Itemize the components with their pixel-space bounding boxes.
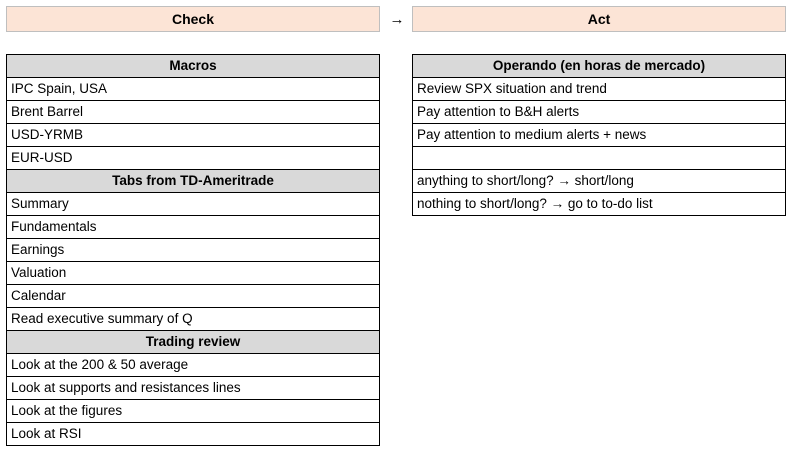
list-item[interactable]: Look at the 200 & 50 average xyxy=(7,354,380,377)
list-item[interactable]: Brent Barrel xyxy=(7,101,380,124)
table-row xyxy=(413,55,786,78)
table-row xyxy=(7,262,380,285)
list-item[interactable]: Calendar xyxy=(7,285,380,308)
table-row xyxy=(413,193,786,216)
list-item[interactable]: Valuation xyxy=(7,262,380,285)
table-row xyxy=(413,124,786,147)
macros-table xyxy=(6,54,380,446)
table-row xyxy=(7,216,380,239)
table-row xyxy=(7,331,380,354)
list-item[interactable]: Earnings xyxy=(7,239,380,262)
list-item[interactable]: Read executive summary of Q xyxy=(7,308,380,331)
table-row xyxy=(413,78,786,101)
check-banner-label: Check xyxy=(171,11,215,27)
check-banner xyxy=(6,6,380,32)
table-row xyxy=(413,101,786,124)
list-item[interactable]: IPC Spain, USA xyxy=(7,78,380,101)
list-item[interactable]: Pay attention to B&H alerts xyxy=(413,101,786,124)
table-row xyxy=(7,193,380,216)
table-row xyxy=(7,308,380,331)
list-item[interactable]: Pay attention to medium alerts + news xyxy=(413,124,786,147)
list-item[interactable]: Review SPX situation and trend xyxy=(413,78,786,101)
table-row xyxy=(7,101,380,124)
list-item[interactable]: nothing to short/long? → go to to-do list xyxy=(413,193,786,216)
section-header-operando: Operando (en horas de mercado) xyxy=(413,55,786,78)
check-column xyxy=(6,54,380,446)
act-column xyxy=(412,54,786,216)
table-row xyxy=(7,285,380,308)
table-row xyxy=(7,354,380,377)
act-banner-label: Act xyxy=(587,11,611,27)
list-item[interactable]: anything to short/long? → short/long xyxy=(413,170,786,193)
table-row xyxy=(7,377,380,400)
table-row xyxy=(7,78,380,101)
list-item[interactable]: USD-YRMB xyxy=(7,124,380,147)
table-row xyxy=(7,170,380,193)
list-item[interactable]: Look at supports and resistances lines xyxy=(7,377,380,400)
table-row xyxy=(413,147,786,170)
table-row xyxy=(7,147,380,170)
list-item-empty[interactable] xyxy=(413,147,786,170)
list-item[interactable]: EUR-USD xyxy=(7,147,380,170)
table-row xyxy=(7,55,380,78)
table-row xyxy=(413,170,786,193)
list-item[interactable]: Summary xyxy=(7,193,380,216)
table-row xyxy=(7,400,380,423)
list-item[interactable]: Look at RSI xyxy=(7,423,380,446)
table-row xyxy=(7,124,380,147)
section-header-macros: Macros xyxy=(7,55,380,78)
arrow-right-icon: → xyxy=(389,10,405,28)
operando-table xyxy=(412,54,786,216)
table-row xyxy=(7,239,380,262)
list-item[interactable]: Look at the figures xyxy=(7,400,380,423)
act-banner xyxy=(412,6,786,32)
section-header-tabs: Tabs from TD-Ameritrade xyxy=(7,170,380,193)
section-header-trading-review: Trading review xyxy=(7,331,380,354)
list-item[interactable]: Fundamentals xyxy=(7,216,380,239)
table-row xyxy=(7,423,380,446)
